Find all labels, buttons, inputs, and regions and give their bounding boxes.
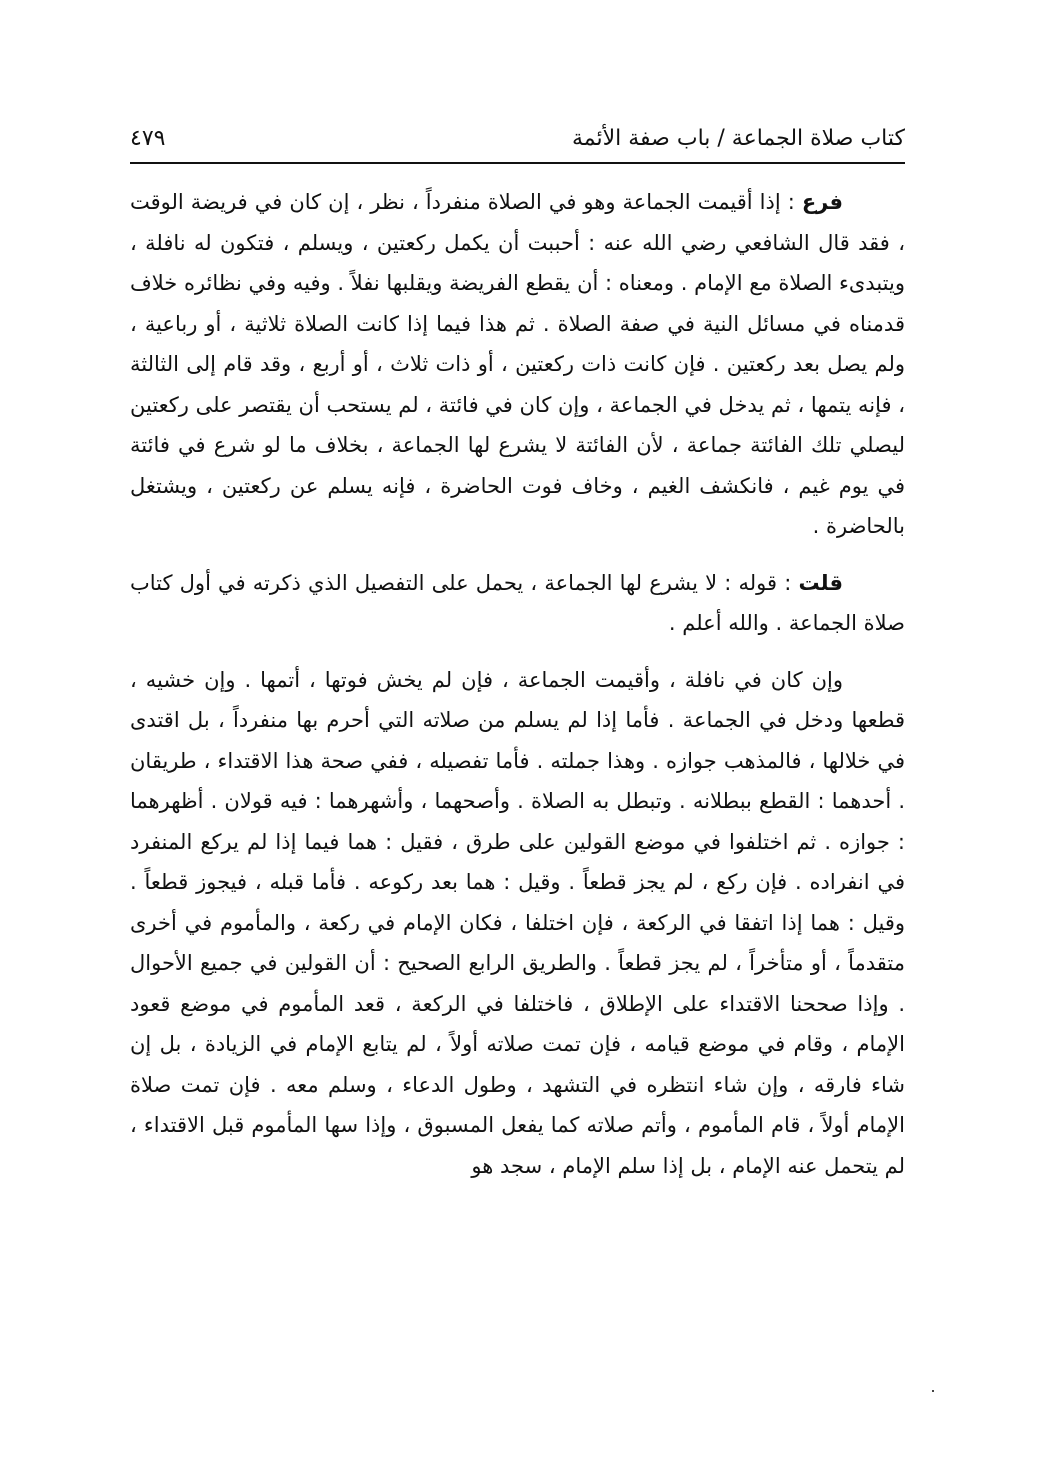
page-number: ٤٧٩ bbox=[130, 125, 166, 151]
paragraph-text: : إذا أقيمت الجماعة وهو في الصلاة منفرداً ، نظر ، إن كان في فريضة الوقت ، فقد قال الشافعي رضي الله عنه : أحببت أن يكمل ركعتين ، ويسلم ، فتكون له نافلة ، ويتبدىء الصلاة مع الإمام . ومعناه : أن يقطع الفريضة ويقلبها نفلاً . وفيه وفي نظائره خلاف قدمناه في مسائل النية في صفة الصلاة . ثم هذا فيما إذا كانت الصلاة ثلاثية ، أو رباعية ، ولم يصل بعد ركعتين . فإن كانت ذات ركعتين ، أو ذات ثلاث ، أو أربع ، وقد قام إلى الثالثة ، فإنه يتمها ، ثم يدخل في الجماعة ، وإن كان في فائتة ، لم يستحب أن يقتصر على ركعتين ليصلي تلك الفائتة جماعة ، لأن الفائتة لا يشرع لها الجماعة ، بخلاف ما لو شرع في فائتة في يوم غيم ، فانكشف الغيم ، وخاف فوت الحاضرة ، فإنه يسلم عن ركعتين ، ويشتغل بالحاضرة . bbox=[130, 190, 905, 538]
body-text bbox=[130, 182, 905, 1186]
scan-speck bbox=[932, 1390, 934, 1392]
header-rule bbox=[130, 162, 905, 164]
paragraph-far bbox=[130, 182, 905, 547]
paragraph-nafila bbox=[130, 660, 905, 1187]
paragraph-text: وإن كان في نافلة ، وأقيمت الجماعة ، فإن لم يخش فوتها ، أتمها . وإن خشيه ، قطعها ودخل في الجماعة . فأما إذا لم يسلم من صلاته التي أحرم بها منفرداً ، بل اقتدى في خلالها ، فالمذهب جوازه . وهذا جملته . فأما تفصيله ، ففي صحة هذا الاقتداء ، طريقان . أحدهما : القطع ببطلانه . وتبطل به الصلاة . وأصحهما ، وأشهرهما : فيه قولان . أظهرهما : جوازه . ثم اختلفوا في موضع القولين على طرق ، فقيل : هما فيما إذا لم يركع المنفرد في انفراده . فإن ركع ، لم يجز قطعاً . وقيل : هما بعد ركوعه . فأما قبله ، فيجوز قطعاً . وقيل : هما إذا اتفقا في الركعة ، فإن اختلفا ، فكان الإمام في ركعة ، والمأموم في أخرى متقدماً ، أو متأخراً ، لم يجز قطعاً . والطريق الرابع الصحيح : أن القولين في جميع الأحوال . وإذا صححنا الاقتداء على الإطلاق ، فاختلفا في الركعة ، قعد المأموم في موضع قعود الإمام ، وقام في موضع قيامه ، فإن تمت صلاته أولاً ، لم يتابع الإمام في الزيادة ، بل إن شاء فارقه ، وإن شاء انتظره في التشهد ، وطول الدعاء ، وسلم معه . فإن تمت صلاة الإمام أولاً ، قام المأموم ، وأتم صلاته كما يفعل المسبوق ، وإذا سها المأموم قبل الاقتداء ، لم يتحمل عنه الإمام ، بل إذا سلم الإمام ، سجد هو bbox=[130, 667, 905, 1178]
paragraph-lead: قلت bbox=[798, 570, 843, 595]
chapter-title: كتاب صلاة الجماعة / باب صفة الأئمة bbox=[571, 125, 905, 151]
running-header bbox=[130, 118, 905, 158]
paragraph-text: : قوله : لا يشرع لها الجماعة ، يحمل على التفصيل الذي ذكرته في أول كتاب صلاة الجماعة . والله أعلم . bbox=[130, 570, 905, 635]
paragraph-qultu bbox=[130, 563, 905, 644]
paragraph-lead: فرع bbox=[801, 190, 843, 214]
